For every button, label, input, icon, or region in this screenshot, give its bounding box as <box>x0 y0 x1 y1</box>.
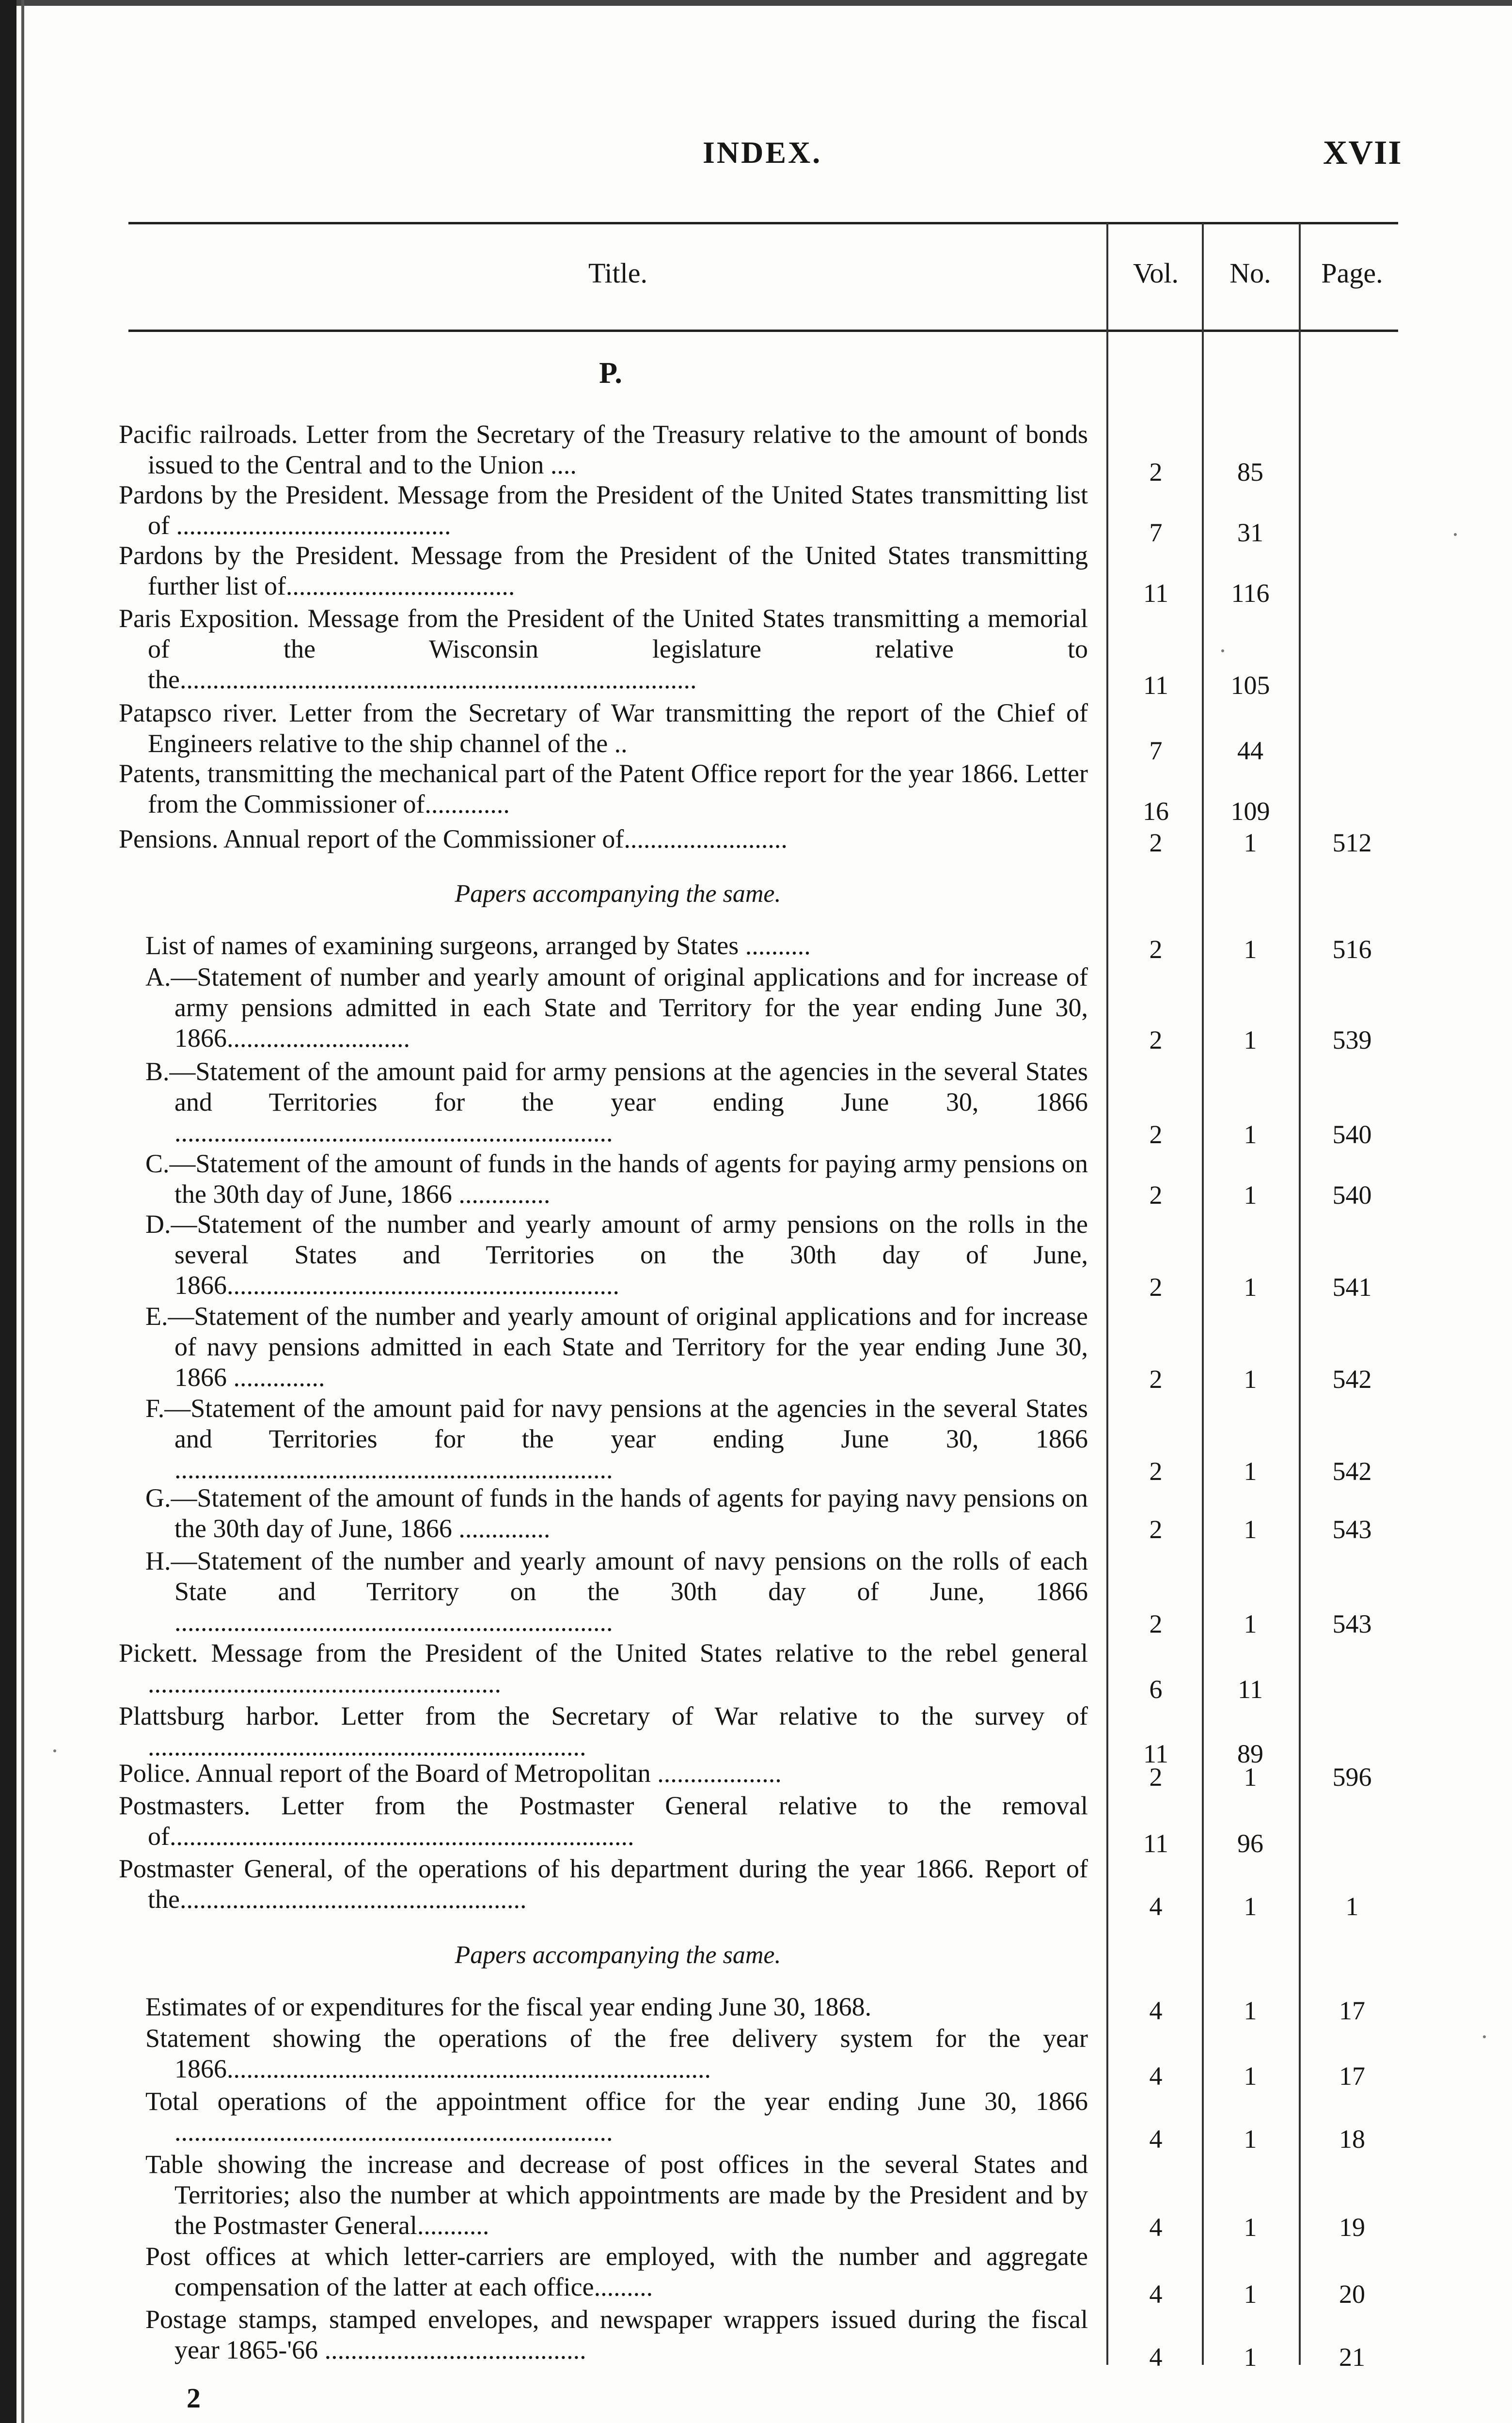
page-numeral: XVII <box>1323 134 1402 172</box>
entry-vol: 6 <box>1149 1675 1163 1704</box>
entry-vol: 11 <box>1143 1739 1168 1768</box>
entry-vol: 7 <box>1149 736 1163 765</box>
entry-title: Pardons by the President. Message from the President of the United States transmitting further list of................................... <box>119 541 1088 600</box>
entry-vol: 4 <box>1149 2061 1163 2091</box>
entry-vol: 16 <box>1143 797 1169 826</box>
entry-page: 543 <box>1332 1515 1372 1544</box>
entry-vol: 4 <box>1149 2280 1163 2309</box>
entry-no: 1 <box>1244 1762 1257 1792</box>
column-header-page: Page. <box>1321 257 1383 289</box>
entry-no: 1 <box>1244 2061 1257 2091</box>
entry-no: 1 <box>1244 2124 1257 2154</box>
entry-vol: 11 <box>1143 671 1168 700</box>
entry-vol: 4 <box>1149 2124 1163 2154</box>
entry-page: 596 <box>1332 1762 1372 1792</box>
scan-speck <box>1221 649 1224 652</box>
entry-title: Post offices at which letter-carriers are employed, with the number and aggregate compensation of the latter at each office......... <box>145 2242 1088 2301</box>
entry-vol: 7 <box>1149 518 1163 547</box>
entry-vol: 2 <box>1149 1762 1163 1792</box>
entry-vol: 2 <box>1149 457 1163 487</box>
entry-no: 116 <box>1231 579 1270 608</box>
signature-mark: 2 <box>187 2382 201 2414</box>
entry-vol: 2 <box>1149 828 1163 857</box>
entry-title: Postmaster General, of the operations of his department during the year 1866. Report of the..................................................... <box>119 1854 1088 1914</box>
entry-title: Pickett. Message from the President of the United States relative to the rebel general ...................................................... <box>119 1638 1088 1698</box>
entry-page: 542 <box>1332 1457 1372 1486</box>
entry-page: 542 <box>1332 1365 1372 1394</box>
entry-title: F.—Statement of the amount paid for navy pensions at the agencies in the several States and Territories for the year ending June 30, 1866 ................................................................... <box>145 1394 1088 1484</box>
entry-title: Estimates of or expenditures for the fiscal year ending June 30, 1868. <box>145 1992 872 2021</box>
entry-title: Statement showing the operations of the free delivery system for the year 1866.......................................................................... <box>145 2024 1088 2083</box>
entry-title: Pacific railroads. Letter from the Secretary of the Treasury relative to the amount of bonds issued to the Central and to the Union .... <box>119 420 1088 479</box>
entry-no: 1 <box>1244 2343 1257 2372</box>
entry-no: 1 <box>1244 1609 1257 1638</box>
subheading-pensions: Papers accompanying the same. <box>455 880 781 908</box>
entry-vol: 4 <box>1149 2213 1163 2242</box>
entry-no: 1 <box>1244 1515 1257 1544</box>
entry-vol: 4 <box>1149 1996 1163 2025</box>
entry-vol: 11 <box>1143 1829 1168 1858</box>
entry-page: 543 <box>1332 1609 1372 1638</box>
entry-vol: 2 <box>1149 1025 1163 1054</box>
entry-no: 85 <box>1237 457 1263 487</box>
entry-title: Postmasters. Letter from the Postmaster General relative to the removal of....................................................................... <box>119 1791 1088 1851</box>
entry-page: 20 <box>1339 2280 1365 2309</box>
entry-title: E.—Statement of the number and yearly amount of original applications and for increase of navy pensions admitted in each State and Territory for the year ending June 30, 1866 .............. <box>145 1302 1088 1392</box>
entry-page: 18 <box>1339 2124 1365 2154</box>
running-header-title: INDEX. <box>703 135 822 170</box>
entry-title: Total operations of the appointment office for the year ending June 30, 1866 ................................................................... <box>145 2087 1088 2146</box>
entry-no: 44 <box>1237 736 1263 765</box>
entry-title: D.—Statement of the number and yearly amount of army pensions on the rolls in the several States and Territories on the 30th day of June, 1866............................................................ <box>145 1210 1088 1300</box>
section-letter: P. <box>599 357 622 390</box>
entry-no: 109 <box>1230 797 1270 826</box>
entry-no: 1 <box>1244 1892 1257 1921</box>
entry-title: Patents, transmitting the mechanical part of the Patent Office report for the year 1866. Letter from the Commissioner of............. <box>119 759 1088 818</box>
entry-no: 96 <box>1237 1829 1263 1858</box>
entry-title: List of names of examining surgeons, arranged by States .......... <box>145 931 811 960</box>
entry-vol: 2 <box>1149 1515 1163 1544</box>
entry-no: 1 <box>1244 1365 1257 1394</box>
entry-title: B.—Statement of the amount paid for army pensions at the agencies in the several States and Territories for the year ending June 30, 1866 ................................................................... <box>145 1057 1088 1147</box>
entry-no: 1 <box>1244 935 1257 964</box>
entry-no: 31 <box>1237 518 1263 547</box>
entry-page: 541 <box>1332 1273 1372 1302</box>
entry-title: C.—Statement of the amount of funds in the hands of agents for paying army pensions on the 30th day of June, 1866 .............. <box>145 1149 1088 1209</box>
entry-no: 1 <box>1244 2213 1257 2242</box>
entry-vol: 2 <box>1149 1120 1163 1149</box>
entry-page: 17 <box>1339 2061 1365 2091</box>
subheading-postmaster-general: Papers accompanying the same. <box>455 1941 781 1969</box>
column-header-title: Title. <box>588 257 647 289</box>
entry-page: 540 <box>1332 1180 1372 1210</box>
column-header-no: No. <box>1229 257 1271 289</box>
entry-page: 17 <box>1339 1996 1365 2025</box>
entry-title: H.—Statement of the number and yearly amount of navy pensions on the rolls of each State and Territory on the 30th day of June, 1866 ................................................................... <box>145 1546 1088 1636</box>
entry-no: 1 <box>1244 1120 1257 1149</box>
entry-no: 11 <box>1238 1675 1263 1704</box>
entry-no: 1 <box>1244 1996 1257 2025</box>
entry-vol: 2 <box>1149 1273 1163 1302</box>
scan-speck <box>1454 533 1457 536</box>
entry-title: Paris Exposition. Message from the President of the United States transmitting a memorial of the Wisconsin legislature relative to the............................................................................... <box>119 604 1088 694</box>
entry-title: Pensions. Annual report of the Commissioner of......................... <box>119 824 788 853</box>
entry-title: Table showing the increase and decrease of post offices in the several States and Territories; also the number at which appointments are made by the President and by the Postmaster General........... <box>145 2150 1088 2240</box>
entry-vol: 2 <box>1149 1609 1163 1638</box>
entry-page: 540 <box>1332 1120 1372 1149</box>
entry-vol: 11 <box>1143 579 1168 608</box>
entry-vol: 2 <box>1149 1180 1163 1210</box>
entry-page: 539 <box>1332 1025 1372 1054</box>
entry-title: Patapsco river. Letter from the Secretary of War transmitting the report of the Chief of Engineers relative to the ship channel of the .. <box>119 698 1088 758</box>
entry-vol: 2 <box>1149 1457 1163 1486</box>
entry-title: Pardons by the President. Message from the President of the United States transmitting list of .......................................... <box>119 480 1088 540</box>
entry-vol: 2 <box>1149 935 1163 964</box>
entry-no: 105 <box>1230 671 1270 700</box>
entry-vol: 4 <box>1149 1892 1163 1921</box>
entry-no: 1 <box>1244 1180 1257 1210</box>
scan-speck <box>1483 2035 1486 2038</box>
entry-page: 1 <box>1345 1892 1359 1921</box>
entry-title: G.—Statement of the amount of funds in the hands of agents for paying navy pensions on the 30th day of June, 1866 .............. <box>145 1483 1088 1543</box>
entry-title: A.—Statement of number and yearly amount of original applications and for increase of army pensions admitted in each State and Territory for the year ending June 30, 1866............................ <box>145 962 1088 1053</box>
entry-no: 1 <box>1244 2280 1257 2309</box>
entry-no: 89 <box>1237 1739 1263 1768</box>
entry-page: 512 <box>1332 828 1372 857</box>
entry-no: 1 <box>1244 1025 1257 1054</box>
scan-speck <box>53 1749 56 1752</box>
entry-title: Plattsburg harbor. Letter from the Secretary of War relative to the survey of ................................................................... <box>119 1701 1088 1761</box>
entry-vol: 2 <box>1149 1365 1163 1394</box>
entry-no: 1 <box>1244 1457 1257 1486</box>
entry-title: Postage stamps, stamped envelopes, and newspaper wrappers issued during the fiscal year 1865-'66 ........................................ <box>145 2305 1088 2364</box>
entry-no: 1 <box>1244 1273 1257 1302</box>
entry-title: Police. Annual report of the Board of Metropolitan ................... <box>119 1759 782 1788</box>
entry-page: 21 <box>1339 2343 1365 2372</box>
entry-page: 19 <box>1339 2213 1365 2242</box>
column-header-vol: Vol. <box>1133 257 1179 289</box>
entry-page: 516 <box>1332 935 1372 964</box>
entry-no: 1 <box>1244 828 1257 857</box>
entry-vol: 4 <box>1149 2343 1163 2372</box>
